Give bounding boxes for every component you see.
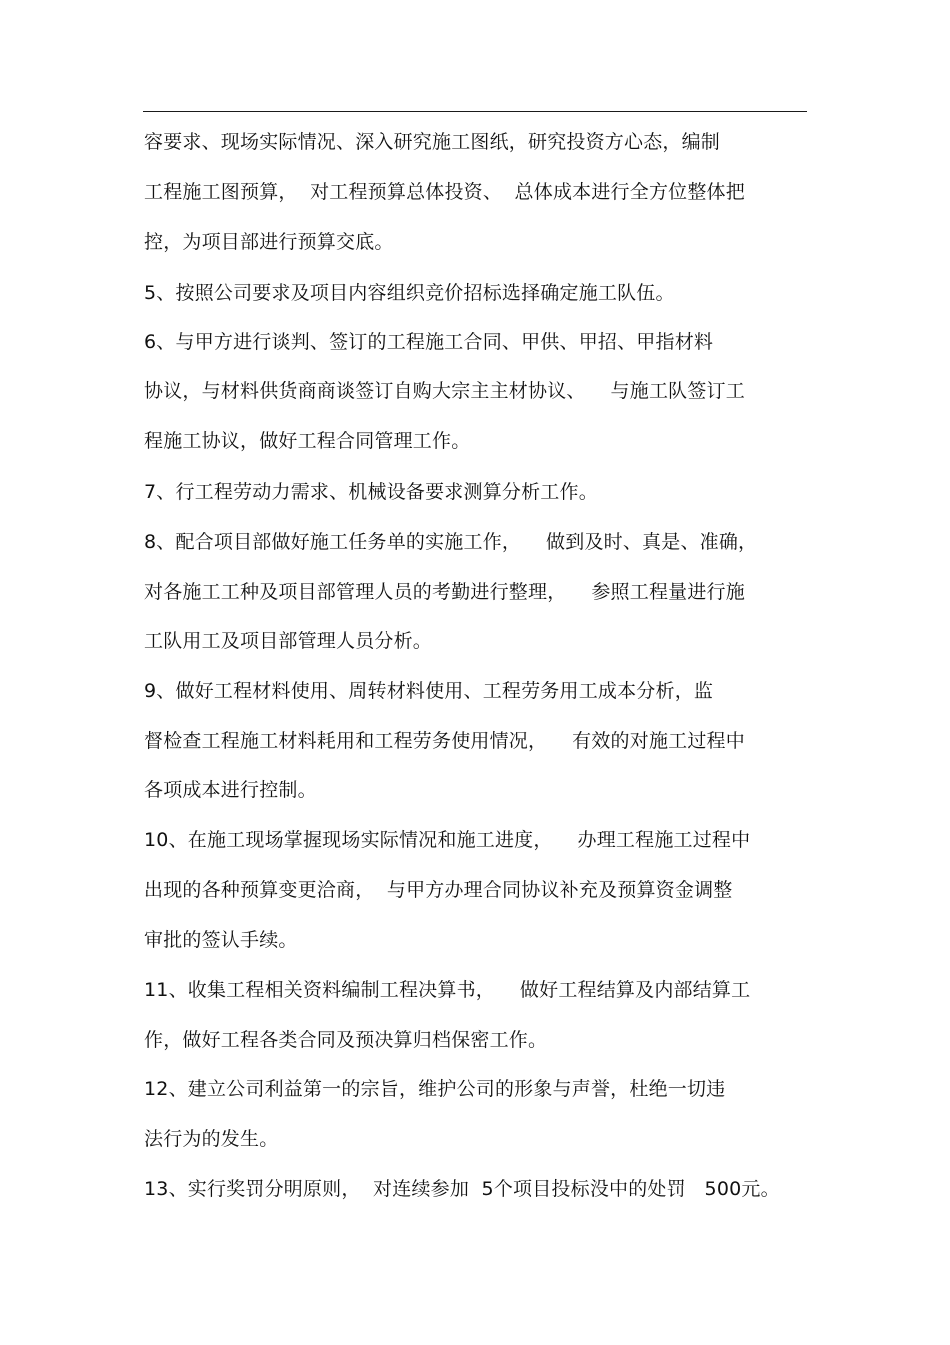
text-line: 协议，与材料供货商商谈签订自购大宗主主材协议、 与施工队签订工 [144, 380, 745, 402]
list-item-6: 6、与甲方进行谈判、签订的工程施工合同、甲供、甲招、甲指材料 [144, 331, 714, 353]
text-line: 作，做好工程各类合同及预决算归档保密工作。 [144, 1029, 548, 1051]
text-line: 对各施工工种及项目部管理人员的考勤进行整理， 参照工程量进行施 [144, 581, 745, 603]
list-item-5: 5、按照公司要求及项目内容组织竞价招标选择确定施工队伍。 [144, 282, 675, 304]
text-line: 督检查工程施工材料耗用和工程劳务使用情况， 有效的对施工过程中 [144, 730, 745, 752]
header-rule [143, 111, 807, 112]
list-item-12: 12、建立公司利益第一的宗旨，维护公司的形象与声誉，杜绝一切违 [144, 1078, 726, 1100]
list-item-10: 10、在施工现场掌握现场实际情况和施工进度， 办理工程施工过程中 [144, 829, 751, 851]
text-line: 控，为项目部进行预算交底。 [144, 231, 394, 253]
text-line: 出现的各种预算变更洽商， 与甲方办理合同协议补充及预算资金调整 [144, 879, 733, 901]
text-line: 工程施工图预算， 对工程预算总体投资、 总体成本进行全方位整体把 [144, 181, 745, 203]
list-item-13: 13、实行奖罚分明原则， 对连续参加 5个项目投标没中的处罚 500元。 [144, 1178, 780, 1200]
text-line: 容要求、现场实际情况、深入研究施工图纸，研究投资方心态，编制 [144, 131, 721, 153]
text-line: 程施工协议，做好工程合同管理工作。 [144, 430, 471, 452]
text-line: 法行为的发生。 [144, 1128, 279, 1150]
text-line: 工队用工及项目部管理人员分析。 [144, 630, 433, 652]
text-line: 各项成本进行控制。 [144, 779, 317, 801]
list-item-7: 7、行工程劳动力需求、机械设备要求测算分析工作。 [144, 481, 598, 503]
list-item-11: 11、收集工程相关资料编制工程决算书， 做好工程结算及内部结算工 [144, 979, 751, 1001]
text-line: 审批的签认手续。 [144, 929, 298, 951]
list-item-8: 8、配合项目部做好施工任务单的实施工作， 做到及时、真是、准确， [144, 531, 758, 553]
list-item-9: 9、做好工程材料使用、周转材料使用、工程劳务用工成本分析，监 [144, 680, 714, 702]
